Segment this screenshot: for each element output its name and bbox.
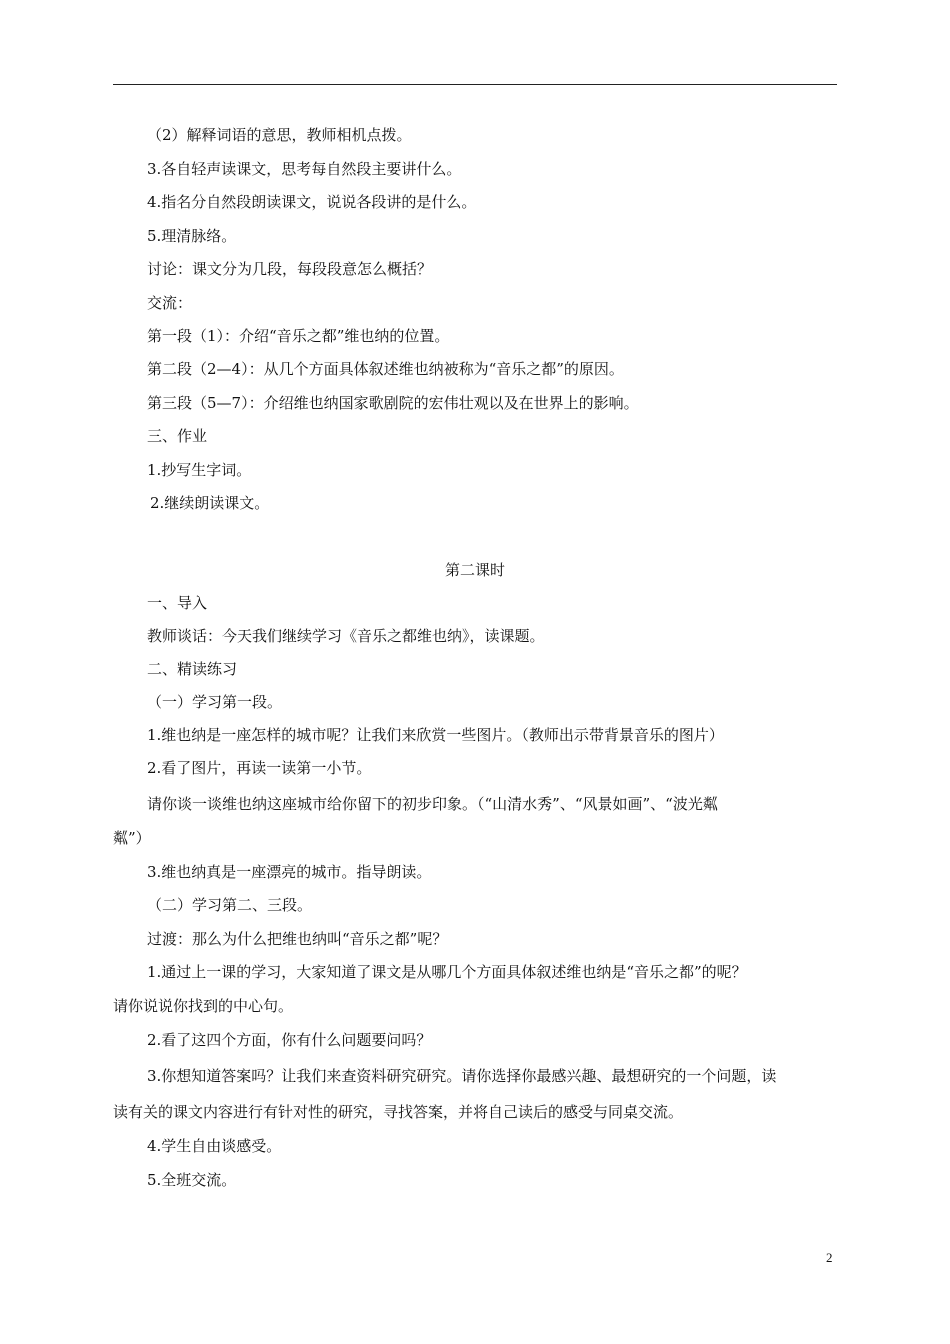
text-line: 教师谈话：今天我们继续学习《音乐之都维也纳》，读课题。 [147, 627, 545, 645]
text-line: （2）解释词语的意思，教师相机点拨。 [147, 126, 412, 144]
text-line: （一）学习第一段。 [147, 693, 283, 711]
text-line: 3.你想知道答案吗？让我们来查资料研究研究。请你选择你最感兴趣、最想研究的一个问题，读 [147, 1067, 777, 1085]
text-line: 1.抄写生字词。 [147, 461, 252, 479]
text-line: 2.继续朗读课文。 [150, 494, 270, 512]
text-line: 第一段（1）：介绍“音乐之都”维也纳的位置。 [147, 327, 450, 345]
text-line: 粼”） [113, 829, 151, 847]
text-line: 交流： [147, 294, 193, 312]
text-line: 请你谈一谈维也纳这座城市给你留下的初步印象。（“山清水秀”、“风景如画”、“波光粼 [147, 795, 718, 813]
text-line: 请你说说你找到的中心句。 [113, 997, 294, 1015]
text-line: 4.指名分自然段朗读课文，说说各段讲的是什么。 [147, 193, 477, 211]
text-line: 2.看了图片，再读一读第一小节。 [147, 759, 372, 777]
text-line: 5.全班交流。 [147, 1171, 237, 1189]
text-line: 4.学生自由谈感受。 [147, 1137, 282, 1155]
text-line: 2.看了这四个方面，你有什么问题要问吗？ [147, 1031, 432, 1049]
text-line: 5.理清脉络。 [147, 227, 237, 245]
text-line: 1.通过上一课的学习，大家知道了课文是从哪几个方面具体叙述维也纳是“音乐之都”的呢？ [147, 963, 747, 981]
text-line: （二）学习第二、三段。 [147, 896, 313, 914]
text-line: 读有关的课文内容进行有针对性的研究，寻找答案，并将自己读后的感受与同桌交流。 [113, 1103, 684, 1121]
text-line: 1.维也纳是一座怎样的城市呢？让我们来欣赏一些图片。（教师出示带背景音乐的图片） [147, 726, 724, 744]
section-heading: 一、导入 [147, 594, 208, 612]
page-number: 2 [826, 1250, 833, 1265]
text-line: 3.各自轻声读课文，思考每自然段主要讲什么。 [147, 160, 462, 178]
text-line: 第二段（2—4）：从几个方面具体叙述维也纳被称为“音乐之都”的原因。 [147, 360, 624, 378]
section-heading: 三、作业 [147, 427, 208, 445]
lesson-title: 第二课时 [444, 561, 505, 579]
text-line: 3.维也纳真是一座漂亮的城市。指导朗读。 [147, 863, 432, 881]
section-heading: 二、精读练习 [147, 660, 238, 678]
text-line: 过渡：那么为什么把维也纳叫“音乐之都”呢？ [147, 930, 448, 948]
text-line: 第三段（5—7）：介绍维也纳国家歌剧院的宏伟壮观以及在世界上的影响。 [147, 394, 639, 412]
text-line: 讨论：课文分为几段，每段段意怎么概括？ [147, 260, 433, 278]
header-rule [113, 84, 837, 85]
